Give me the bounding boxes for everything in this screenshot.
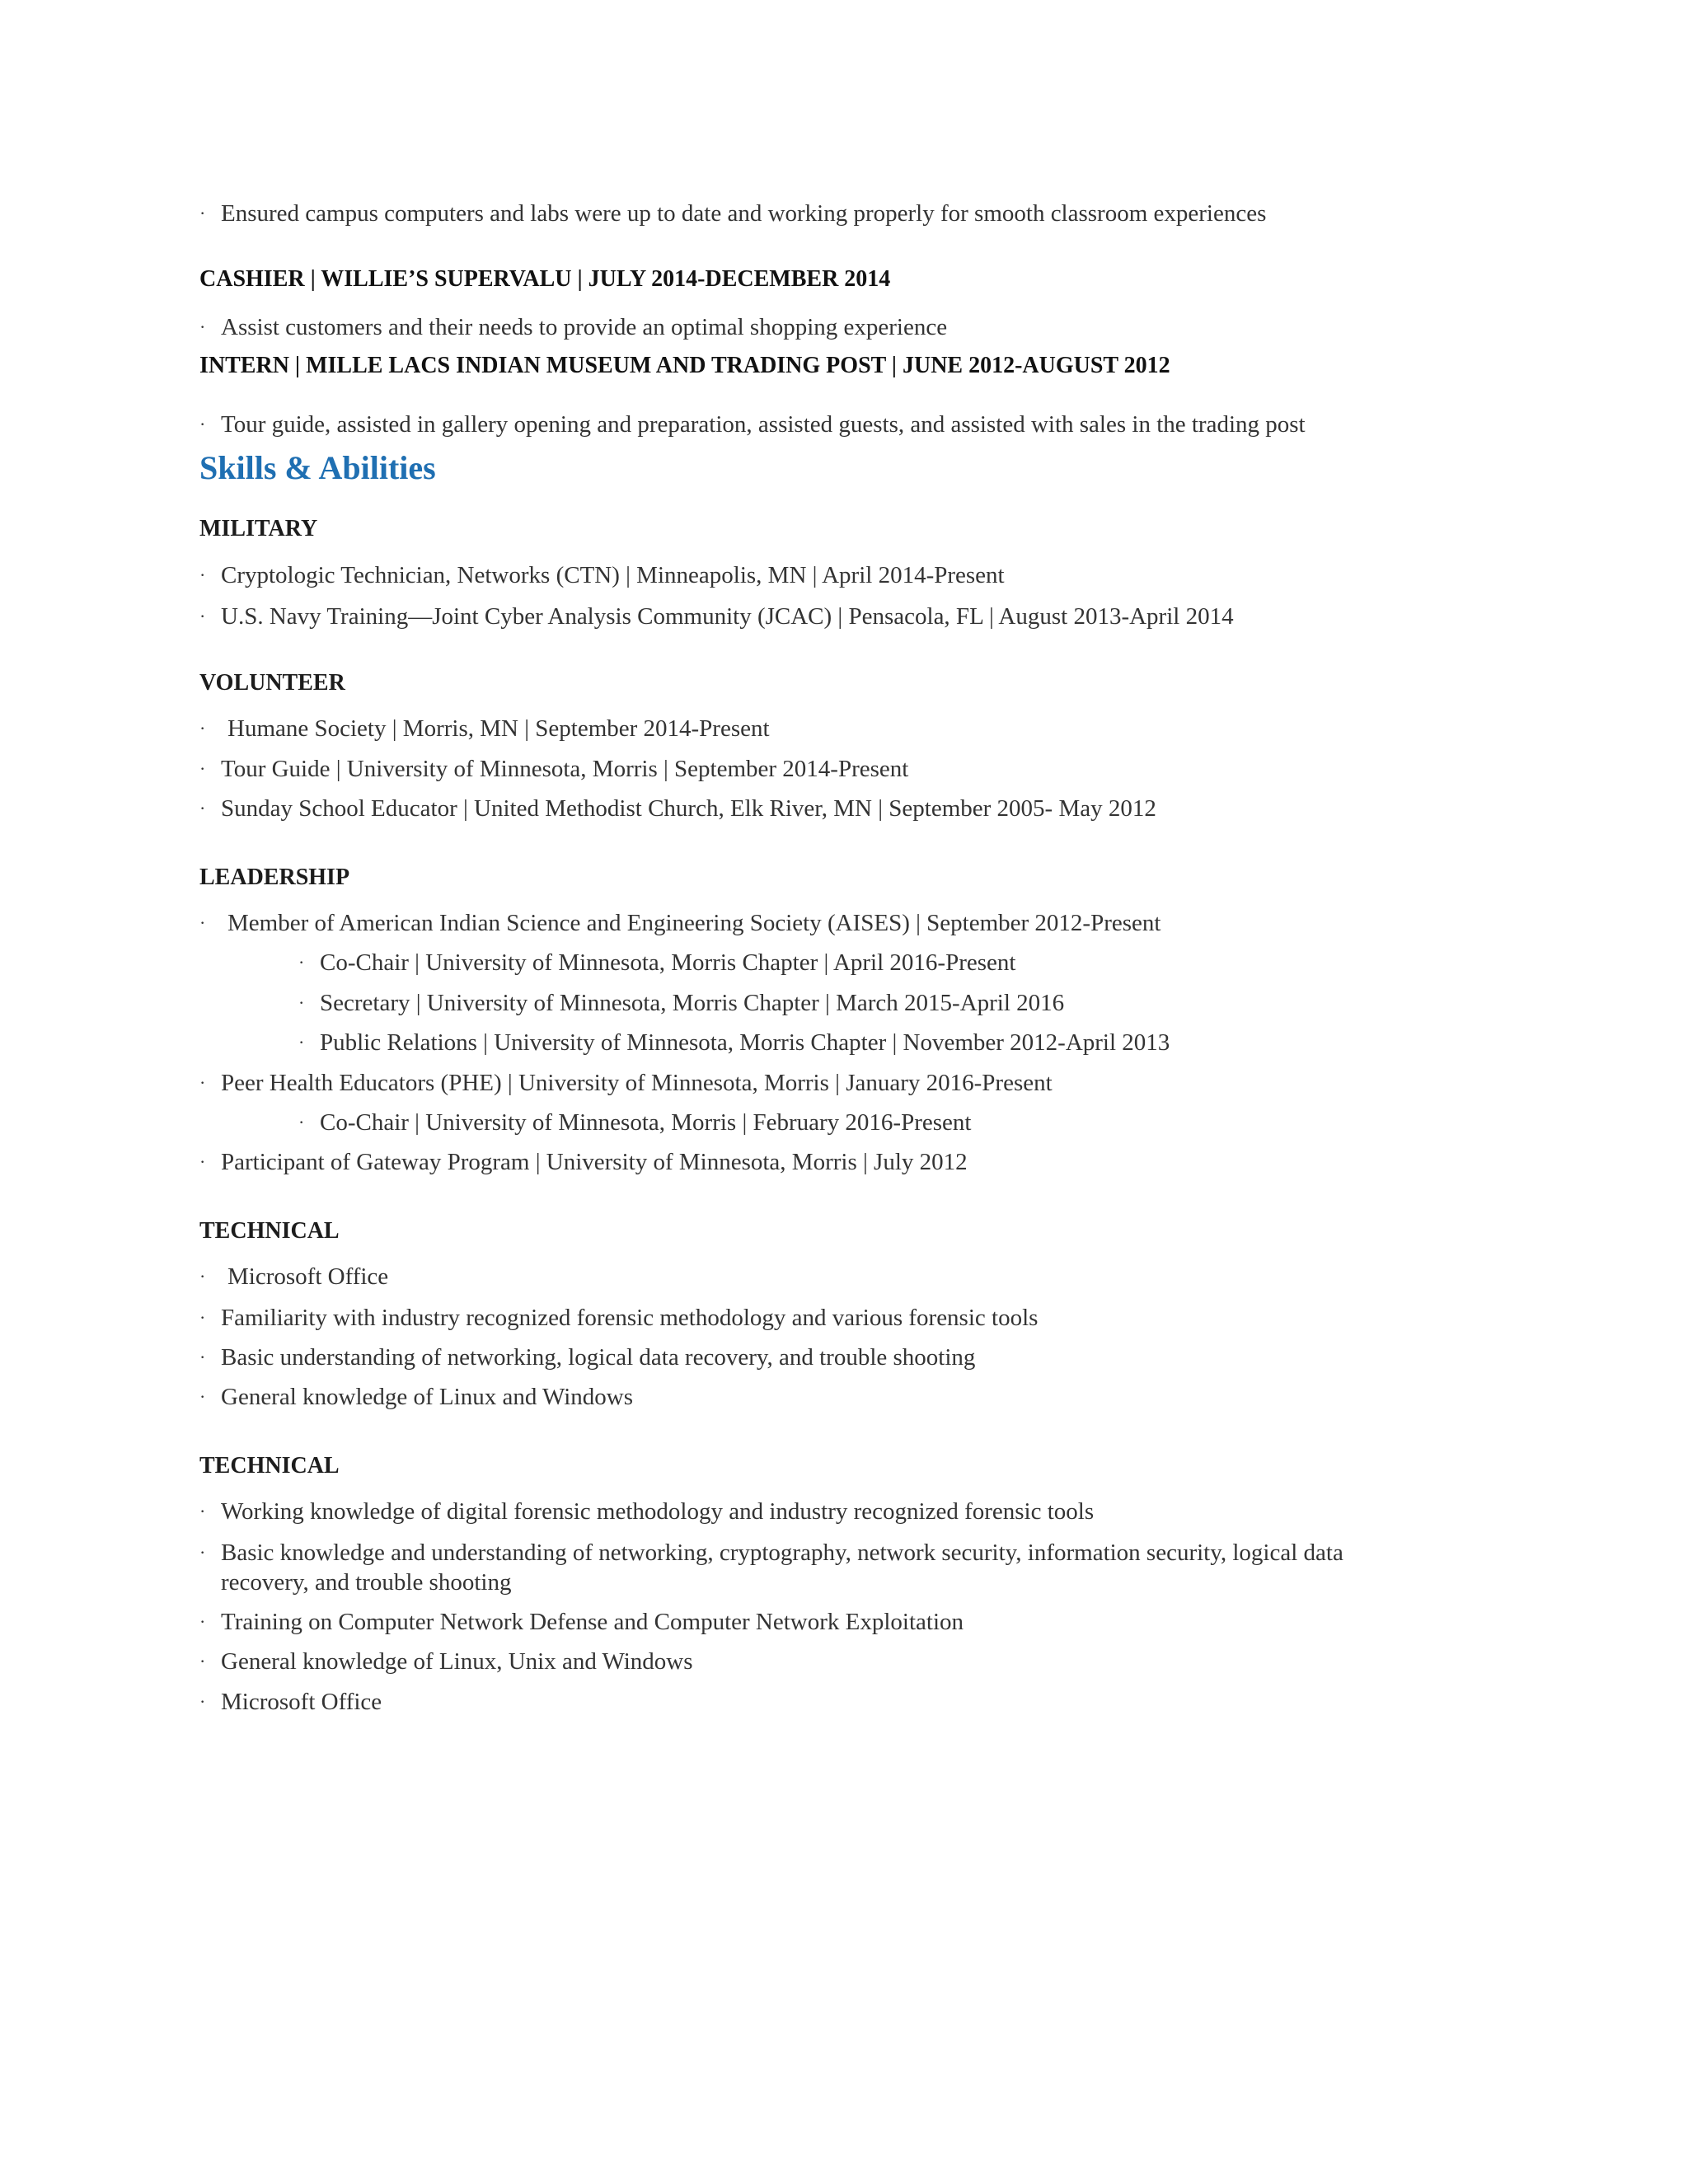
- item-text: Basic understanding of networking, logical data recovery, and trouble shooting: [221, 1344, 976, 1371]
- bullet-dot: ·: [199, 912, 206, 933]
- list-item: [199, 794, 1156, 823]
- item-text: Co-Chair | University of Minnesota, Morris Chapter | April 2016-Present: [320, 949, 1016, 976]
- sub-list-item: [298, 1028, 1170, 1057]
- item-text: General knowledge of Linux, Unix and Windows: [221, 1648, 693, 1675]
- subheading-volunteer: VOLUNTEER: [199, 670, 345, 696]
- list-item: [199, 1382, 633, 1412]
- item-text: Secretary | University of Minnesota, Morris Chapter | March 2015-April 2016: [320, 990, 1065, 1016]
- list-item: [199, 1303, 1038, 1333]
- bullet-text: Assist customers and their needs to provide an optimal shopping experience: [221, 314, 948, 340]
- bullet-dot: ·: [199, 1501, 206, 1521]
- bullet-dot: ·: [298, 1032, 305, 1052]
- item-text: Microsoft Office: [227, 1263, 389, 1290]
- list-item: [199, 1687, 382, 1717]
- subheading-military: MILITARY: [199, 516, 318, 541]
- item-text: Basic knowledge and understanding of networking, cryptography, network security, information security, logical data: [221, 1540, 1343, 1566]
- item-text: Humane Society | Morris, MN | September 2014-Present: [227, 715, 770, 742]
- sub-list-item: [298, 988, 1064, 1018]
- bullet-dot: ·: [199, 1347, 206, 1367]
- section-title-skills: Skills & Abilities: [199, 449, 436, 486]
- list-item: [199, 560, 1005, 590]
- experience-bullet: [199, 312, 947, 342]
- bullet-dot: ·: [298, 992, 305, 1013]
- bullet-dot: ·: [199, 718, 206, 738]
- subheading-technical: TECHNICAL: [199, 1218, 340, 1244]
- bullet-dot: ·: [199, 1691, 206, 1712]
- bullet-dot: ·: [199, 1266, 206, 1286]
- bullet-dot: ·: [199, 1542, 206, 1563]
- item-text: Familiarity with industry recognized forensic methodology and various forensic tools: [221, 1305, 1039, 1331]
- item-text: Public Relations | University of Minnesota, Morris Chapter | November 2012-April 2013: [320, 1029, 1170, 1056]
- bullet-dot: ·: [199, 1611, 206, 1632]
- bullet-text: Tour guide, assisted in gallery opening and preparation, assisted guests, and assisted with sales in the trading post: [221, 411, 1306, 438]
- sub-list-item: [298, 1108, 971, 1137]
- bullet-dot: ·: [298, 1112, 305, 1132]
- subheading-technical: TECHNICAL: [199, 1453, 340, 1479]
- item-text: U.S. Navy Training—Joint Cyber Analysis Community (JCAC) | Pensacola, FL | August 2013-April 2014: [221, 603, 1234, 630]
- job-heading-cashier: CASHIER | WILLIE’S SUPERVALU | JULY 2014-DECEMBER 2014: [199, 266, 891, 292]
- list-item: [199, 1147, 968, 1177]
- bullet-dot: ·: [199, 414, 206, 434]
- bullet-dot: ·: [199, 565, 206, 585]
- item-text: Tour Guide | University of Minnesota, Morris | September 2014-Present: [221, 756, 909, 782]
- list-item: [199, 1538, 1485, 1597]
- bullet-dot: ·: [199, 1072, 206, 1093]
- bullet-dot: ·: [199, 1386, 206, 1407]
- list-item: [199, 1262, 388, 1291]
- item-text: Microsoft Office: [221, 1689, 382, 1715]
- item-text: Working knowledge of digital forensic methodology and industry recognized forensic tools: [221, 1498, 1095, 1525]
- list-item: [199, 908, 1160, 938]
- bullet-dot: ·: [199, 1307, 206, 1328]
- bullet-dot: ·: [199, 758, 206, 779]
- bullet-dot: ·: [199, 203, 206, 223]
- item-text: Co-Chair | University of Minnesota, Morris | February 2016-Present: [320, 1109, 972, 1136]
- list-item: [199, 1343, 975, 1372]
- bullet-dot: ·: [298, 952, 305, 972]
- item-text: General knowledge of Linux and Windows: [221, 1384, 634, 1410]
- item-text: Participant of Gateway Program | University of Minnesota, Morris | July 2012: [221, 1149, 968, 1175]
- list-item: [199, 714, 770, 743]
- bullet-dot: ·: [199, 1151, 206, 1172]
- item-text: Training on Computer Network Defense and Computer Network Exploitation: [221, 1609, 964, 1635]
- job-heading-intern: INTERN | MILLE LACS INDIAN MUSEUM AND TRADING POST | JUNE 2012-AUGUST 2012: [199, 353, 1170, 378]
- bullet-text: Ensured campus computers and labs were up to date and working properly for smooth classroom experiences: [221, 200, 1267, 227]
- list-item: [199, 1647, 693, 1676]
- list-item: [199, 602, 1234, 631]
- bullet-dot: ·: [199, 1651, 206, 1671]
- subheading-leadership: LEADERSHIP: [199, 865, 350, 890]
- item-text: Cryptologic Technician, Networks (CTN) | Minneapolis, MN | April 2014-Present: [221, 562, 1005, 588]
- item-text-continuation: recovery, and trouble shooting: [221, 1569, 512, 1596]
- item-text: Peer Health Educators (PHE) | University of Minnesota, Morris | January 2016-Present: [221, 1070, 1053, 1096]
- list-item: [199, 1607, 964, 1637]
- sub-list-item: [298, 948, 1015, 977]
- item-text: Sunday School Educator | United Methodist Church, Elk River, MN | September 2005- May 2012: [221, 795, 1156, 822]
- list-item: [199, 1068, 1053, 1098]
- bullet-dot: ·: [199, 316, 206, 337]
- experience-bullet: [199, 199, 1266, 228]
- experience-bullet: [199, 410, 1306, 439]
- list-item: [199, 754, 908, 784]
- item-text: Member of American Indian Science and Engineering Society (AISES) | September 2012-Present: [227, 910, 1161, 936]
- bullet-dot: ·: [199, 606, 206, 626]
- bullet-dot: ·: [199, 798, 206, 818]
- list-item: [199, 1497, 1094, 1526]
